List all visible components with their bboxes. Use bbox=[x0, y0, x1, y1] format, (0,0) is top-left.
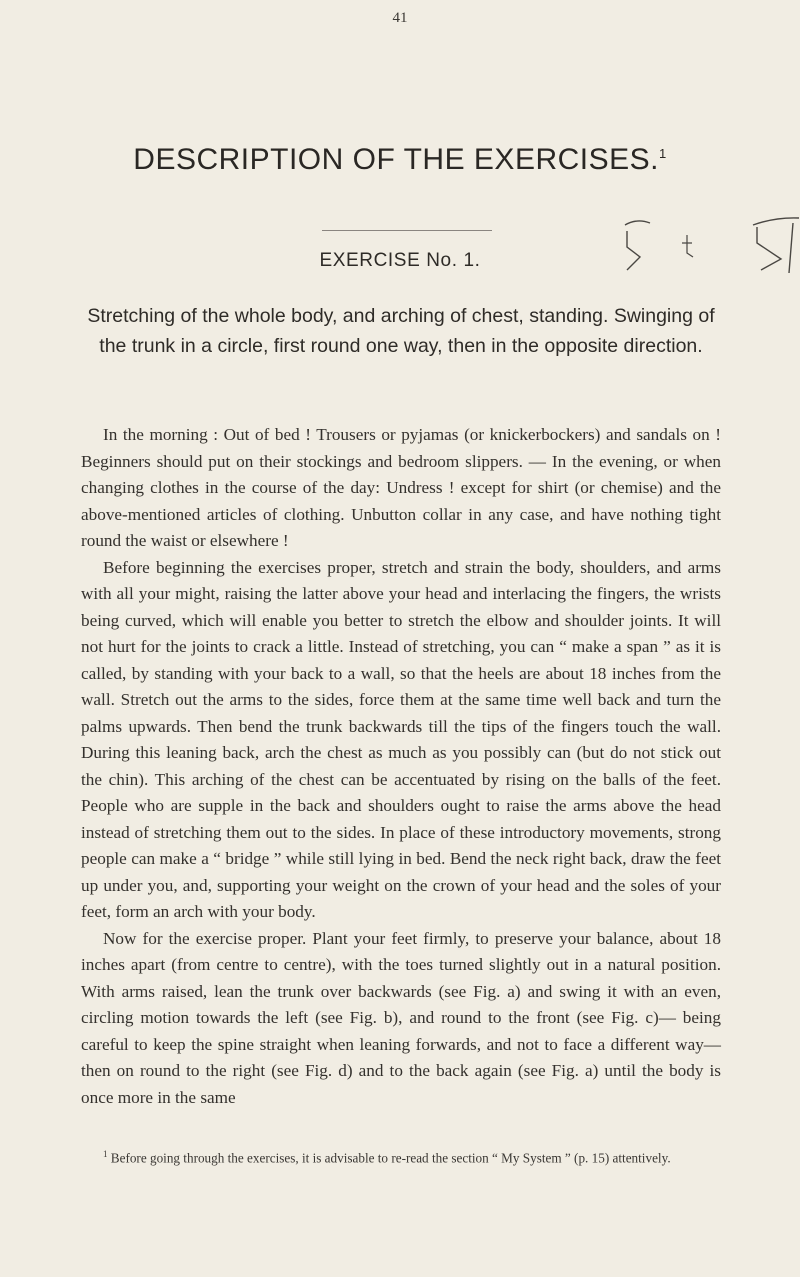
paragraph: Before beginning the exercises proper, stretch and strain the body, shoulders, and arms with all your might, raising the latter above your head and interlacing the fingers, the wrists being curved, which will enable you better to stretch the elbow and shoulder joints. It will not hurt for the joints to crack a little. Instead of stretching, you can “ make a span ” as it is called, by standing with your back to a wall, so that the heels are about 18 inches from the wall. Stretch out the arms to the sides, force them at the same time well back and turn the palms upwards. Then bend the trunk backwards till the tips of the fingers touch the wall. During this leaning back, arch the chest as much as you possibly can (but do not stick out the chin). This arching of the chest can be accentuated by rising on the balls of the feet. People who are supple in the back and shoulders ought to raise the arms above the head instead of stretching them out to the sides. In place of these introductory movements, strong people can make a “ bridge ” while still lying in bed. Bend the neck right back, draw the feet up under you, and, supporting your weight on the crown of your head and the soles of your feet, form an arch with your body. bbox=[81, 557, 721, 921]
footnote-text: Before going through the exercises, it is advisable to re-read the section “ My System ” (p. 15) attentively. bbox=[110, 1150, 671, 1166]
exercise-summary: Stretching of the whole body, and arching of chest, standing. Swinging of the trunk in a circle, first round one way, then in the opposite direction. bbox=[87, 305, 715, 357]
exercise-heading: EXERCISE No. 1. bbox=[319, 250, 481, 271]
body-text bbox=[81, 422, 721, 1111]
footnote-marker: 1 bbox=[103, 1149, 108, 1159]
page-title bbox=[0, 143, 800, 177]
footnote-reference: 1 bbox=[658, 146, 667, 161]
paragraph: Now for the exercise proper. Plant your feet firmly, to preserve your balance, about 18 inches apart (from centre to centre), with the toes turned slightly out in a natural position. With arms raised, lean the trunk over backwards (see Fig. a) and swing it with an even, circling motion towards the left (see Fig. b), and round to the front (see Fig. c)— being careful to keep the spine straight when leaning forwards, and not to face a different way—then on round to the right (see Fig. d) and to the back again (see Fig. a) until the body is once more in the same bbox=[81, 928, 721, 1107]
page-title-text: DESCRIPTION OF THE EXERCISES. bbox=[133, 143, 659, 176]
page-number: 41 bbox=[392, 10, 408, 26]
paragraph: In the morning : Out of bed ! Trousers or pyjamas (or knickerbockers) and sandals on ! Beginners should put on their stockings and bedroom slippers. — In the evening, or when changing clothes in the course of the day: Undress ! except for shirt (or chemise) and the above-mentioned articles of clothing. Unbutton collar in any case, and have nothing tight round the waist or elsewhere ! bbox=[81, 425, 721, 550]
handwritten-margin-marks bbox=[585, 215, 800, 285]
section-divider bbox=[322, 230, 492, 231]
footnote bbox=[81, 1145, 721, 1167]
